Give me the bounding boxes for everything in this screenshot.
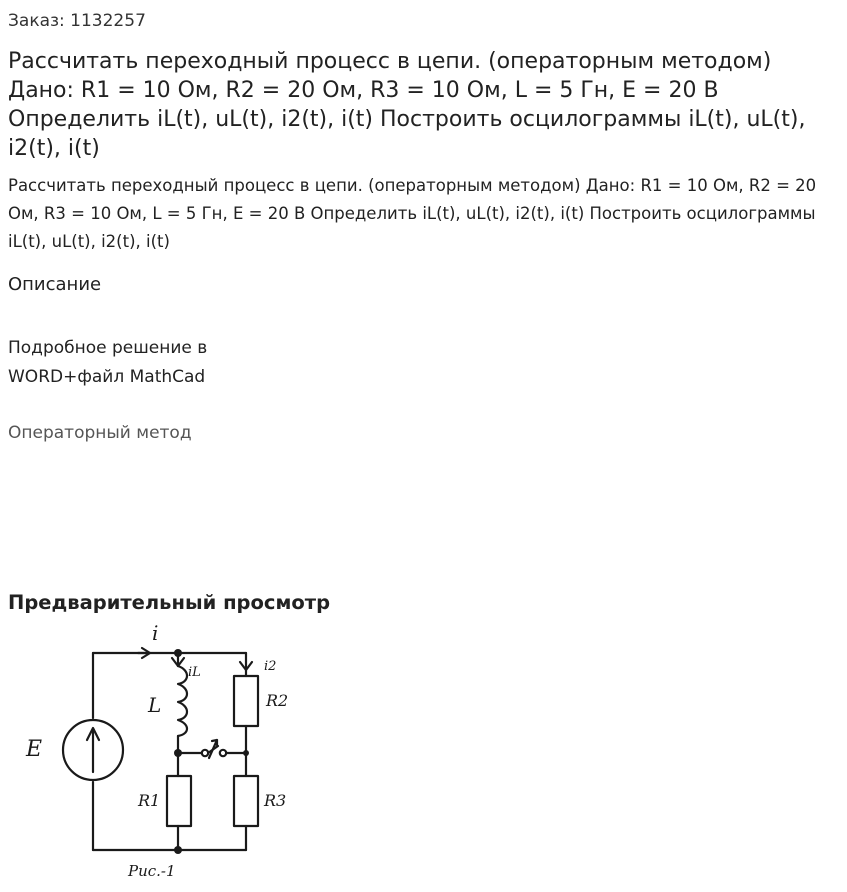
label-current-main: i <box>152 621 159 645</box>
switch-arrow <box>209 740 217 758</box>
label-current-2: i2 <box>264 659 277 674</box>
label-r3: R3 <box>264 791 287 810</box>
node-middle <box>174 749 182 757</box>
order-number: Заказ: 1132257 <box>8 11 146 31</box>
node-right <box>243 750 249 756</box>
label-source: E <box>26 737 43 762</box>
label-r1: R1 <box>138 791 161 810</box>
circuit-diagram <box>18 620 308 882</box>
product-title: Рассчитать переходный процесс в цепи. (операторным методом) Дано: R1 = 10 Ом, R2 = 20 Ом, R3 = 10 Ом, L = 5 Гн, E = 20 В Определить iL(t), uL(t), i2(t), i(t) Построить осцилограммы iL(t), uL(t), i2(t), i(t) <box>8 49 806 161</box>
node-top <box>174 649 182 657</box>
description-text: Подробное решение в WORD+файл MathCad <box>8 338 208 387</box>
method-tag: Операторный метод <box>8 423 192 443</box>
r1-symbol <box>167 776 191 826</box>
label-r2: R2 <box>266 691 289 710</box>
circuit-preview-image <box>18 620 308 882</box>
r2-symbol <box>234 676 258 726</box>
r3-symbol <box>234 776 258 826</box>
product-summary: Рассчитать переходный процесс в цепи. (операторным методом) Дано: R1 = 10 Ом, R2 = 20 Ом, R3 = 10 Ом, L = 5 Гн, E = 20 В Определить iL(t), uL(t), i2(t), i(t) Построить осцилограммы iL(t), uL(t), i2(t), i(t) <box>8 176 817 251</box>
inductor-symbol <box>178 666 187 736</box>
description-heading: Описание <box>8 274 102 295</box>
label-caption: Рис.-1 <box>128 862 176 880</box>
preview-heading: Предварительный просмотр <box>8 591 331 614</box>
label-current-l: iL <box>188 665 201 680</box>
label-inductor: L <box>148 693 162 717</box>
node-bottom <box>174 846 182 854</box>
